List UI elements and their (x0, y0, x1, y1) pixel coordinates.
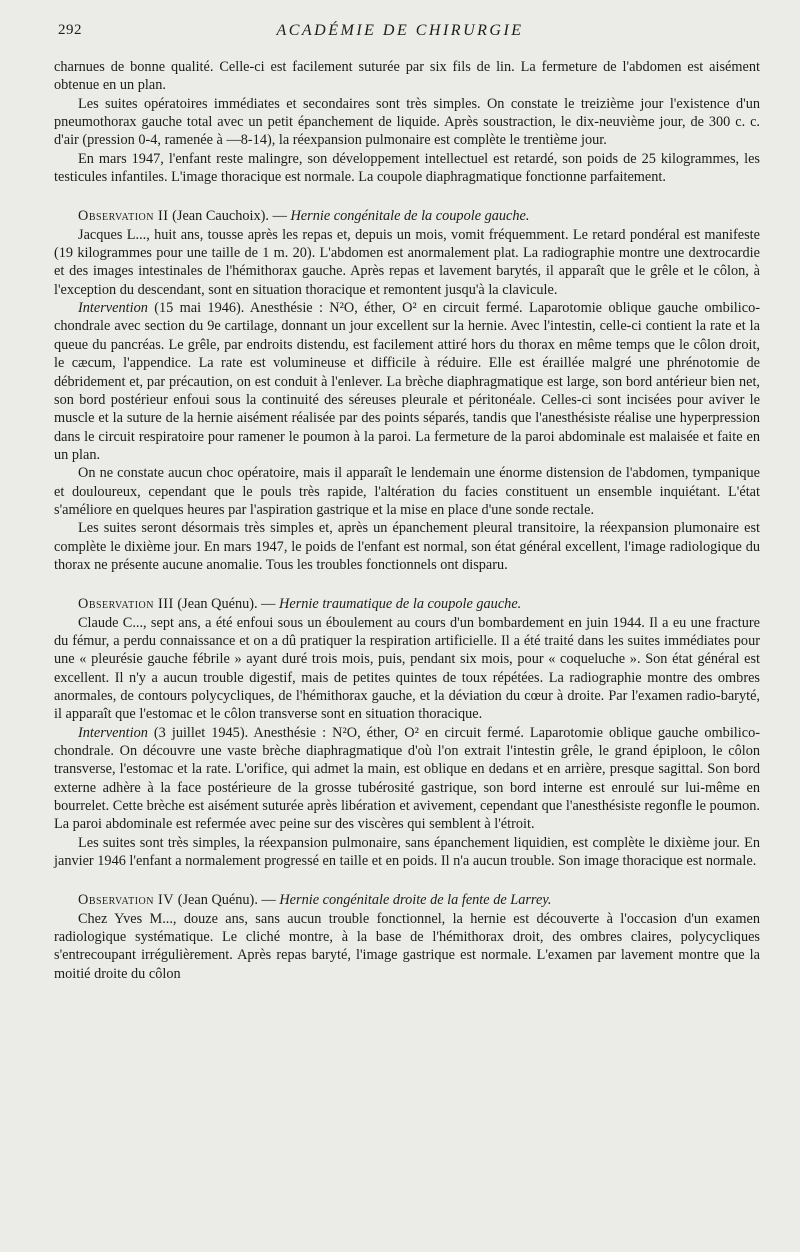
observation-author: (Jean Quénu). — (177, 596, 276, 613)
page-number: 292 (58, 22, 82, 38)
observation-author: (Jean Cauchoix). — (172, 208, 287, 225)
intervention-text: (3 juillet 1945). Anesthésie : N²O, éther, O² en circuit fermé. Laparotomie oblique gauche ombilico-chondrale. On découvre une vaste brèche diaphragmatique d'où l'on extrait l'intestin grêle, le grand épiploon, le côlon transverse, l'estomac et la rate. L'orifice, qui admet la main, est oblique en dedans et en arrière, presque sagittal. Son bord externe adhère à la face postérieure de la grosse tubérosité gastrique, son bord interne est enroulé sur lui-même en bourrelet. Cette brèche est aisément suturée après libération et avivement, cependant que l'anesthésiste regonfle le poumon. La paroi abdominale est refermée avec peine sur des viscères qui semblent à l'étroit. (54, 724, 760, 833)
paragraph: Chez Yves M..., douze ans, sans aucun trouble fonctionnel, la hernie est découverte à l'occasion d'un examen radiologique systématique. Le cliché montre, à la base de l'hémithorax droit, des ombres claires, polycycliques s'entrecoupant irrégulièrement. Après repas baryté, l'image gastrique est normale. L'examen par lavement montre que la moitié droite du côlon (54, 910, 760, 982)
intervention-text: (15 mai 1946). Anesthésie : N²O, éther, O² en circuit fermé. Laparotomie oblique gauche ombilico-chondrale avec section du 9e cartilage, donnant un jour excellent sur la hernie. Avec l'intestin, celle-ci contient la rate et la queue du pancréas. Le grêle, par endroits distendu, est facilement attiré hors du thorax en même temps que le côlon droit, le cæcum, l'appendice. La rate est volumineuse et difficile à réduire. Elle est éraillée malgré une phrénotomie de débridement et, par précaution, on est conduit à l'enlever. La brèche diaphragmatique est large, son bord antérieur bien net, son bord postérieur enfoui sous la continuité des séreuses pleurale et péritonéale. Celles-ci sont incisées pour aviver le muscle et la suture de la hernie aisément réalisée par des points séparés, tandis que l'anesthésiste réalise une hyperpression dans le circuit respiratoire pour ramener le poumon à la paroi. La fermeture de la paroi abdominale est malaisée et faite en un plan. (54, 300, 760, 463)
page-header (58, 22, 742, 44)
observation-title: Hernie traumatique de la coupole gauche. (279, 596, 522, 613)
paragraph: Claude C..., sept ans, a été enfoui sous un éboulement au cours d'un bombardement en juin 1944. Il a eu une fracture du fémur, a perdu connaissance et on a dû pratiquer la respiration artificielle. Il a été traité dans les suites immédiates pour une « pleurésie gauche fébrile » ayant duré trois mois, puis, pendant six mois, pour « coqueluche ». Son état général est excellent. Il n'y a aucun trouble digestif, mais de petites quintes de toux répétées. La radiographie montre des ombres anormales, de contours polycycliques, de l'hémithorax gauche, et la déviation du cœur à droite. Par l'examen radio-baryté, il apparaît que l'estomac et le côlon transverse sont en situation thoracique. (54, 614, 760, 723)
paragraph: Les suites opératoires immédiates et secondaires sont très simples. On constate le treizième jour l'existence d'un pneumothorax gauche total avec un petit épanchement de liquide. Après soustraction, le dix-neuvième jour, de 300 c. c. d'air (pression 0-4, ramenée à —8-14), la réexpansion pulmonaire est complète le trentième jour. (54, 95, 760, 149)
observation-author: (Jean Quénu). — (177, 892, 276, 909)
observation-label: Observation IV (78, 892, 175, 909)
observation-heading (54, 595, 760, 613)
paragraph: Jacques L..., huit ans, tousse après les repas et, depuis un mois, vomit fréquemment. Le retard pondéral est manifeste (19 kilogrammes pour une taille de 1 m. 20). L'abdomen est anormalement plat. La radiographie montre une dextrocardie et des images intestinales de l'hémithorax gauche. Après repas et lavement barytés, il apparaît que le grêle et le côlon, à l'exception du descendant, sont en situation thoracique et remontent jusqu'à la clavicule. (54, 226, 760, 298)
paragraph: Les suites sont très simples, la réexpansion pulmonaire, sans épanchement liquidien, est complète le dixième jour. En janvier 1946 l'enfant a normalement progressé en taille et en poids. Il n'a aucun trouble. Son image thoracique est normale. (54, 834, 760, 870)
observation-label: Observation III (78, 596, 174, 613)
paragraph: charnues de bonne qualité. Celle-ci est facilement suturée par six fils de lin. La fermeture de l'abdomen est aisément obtenue en un plan. (54, 59, 760, 94)
paragraph: On ne constate aucun choc opératoire, mais il apparaît le lendemain une énorme distension de l'abdomen, tympanique et douloureux, cependant que le pouls très rapide, l'altération du facies constituent un ensemble inquiétant. L'état s'améliore en quelques heures par l'aspiration gastrique et la mise en place d'une sonde rectale. (54, 465, 760, 518)
intervention-paragraph (54, 724, 760, 834)
paragraph: En mars 1947, l'enfant reste malingre, son développement intellectuel est retardé, son poids de 25 kilogrammes, les testicules infantiles. L'image thoracique est normale. La coupole diaphragmatique fonctionne parfaitement. (54, 150, 760, 186)
observation-label: Observation II (78, 208, 169, 225)
observation-heading (54, 891, 760, 909)
observation-title: Hernie congénitale droite de la fente de Larrey. (279, 892, 552, 909)
intervention-label: Intervention (78, 724, 148, 741)
intervention-paragraph (54, 299, 760, 464)
running-title: ACADÉMIE DE CHIRURGIE (276, 22, 524, 39)
paragraph: Les suites seront désormais très simples et, après un épanchement pleural transitoire, la réexpansion plumonaire est complète le dixième jour. En mars 1947, le poids de l'enfant est normal, son état général excellent, l'image radiologique du thorax ne présente aucune anomalie. Tous les troubles fonctionnels ont disparu. (54, 520, 760, 573)
observation-heading (54, 207, 760, 225)
article-body (54, 58, 760, 983)
observation-title: Hernie congénitale de la coupole gauche. (290, 208, 530, 225)
intervention-label: Intervention (78, 300, 148, 317)
